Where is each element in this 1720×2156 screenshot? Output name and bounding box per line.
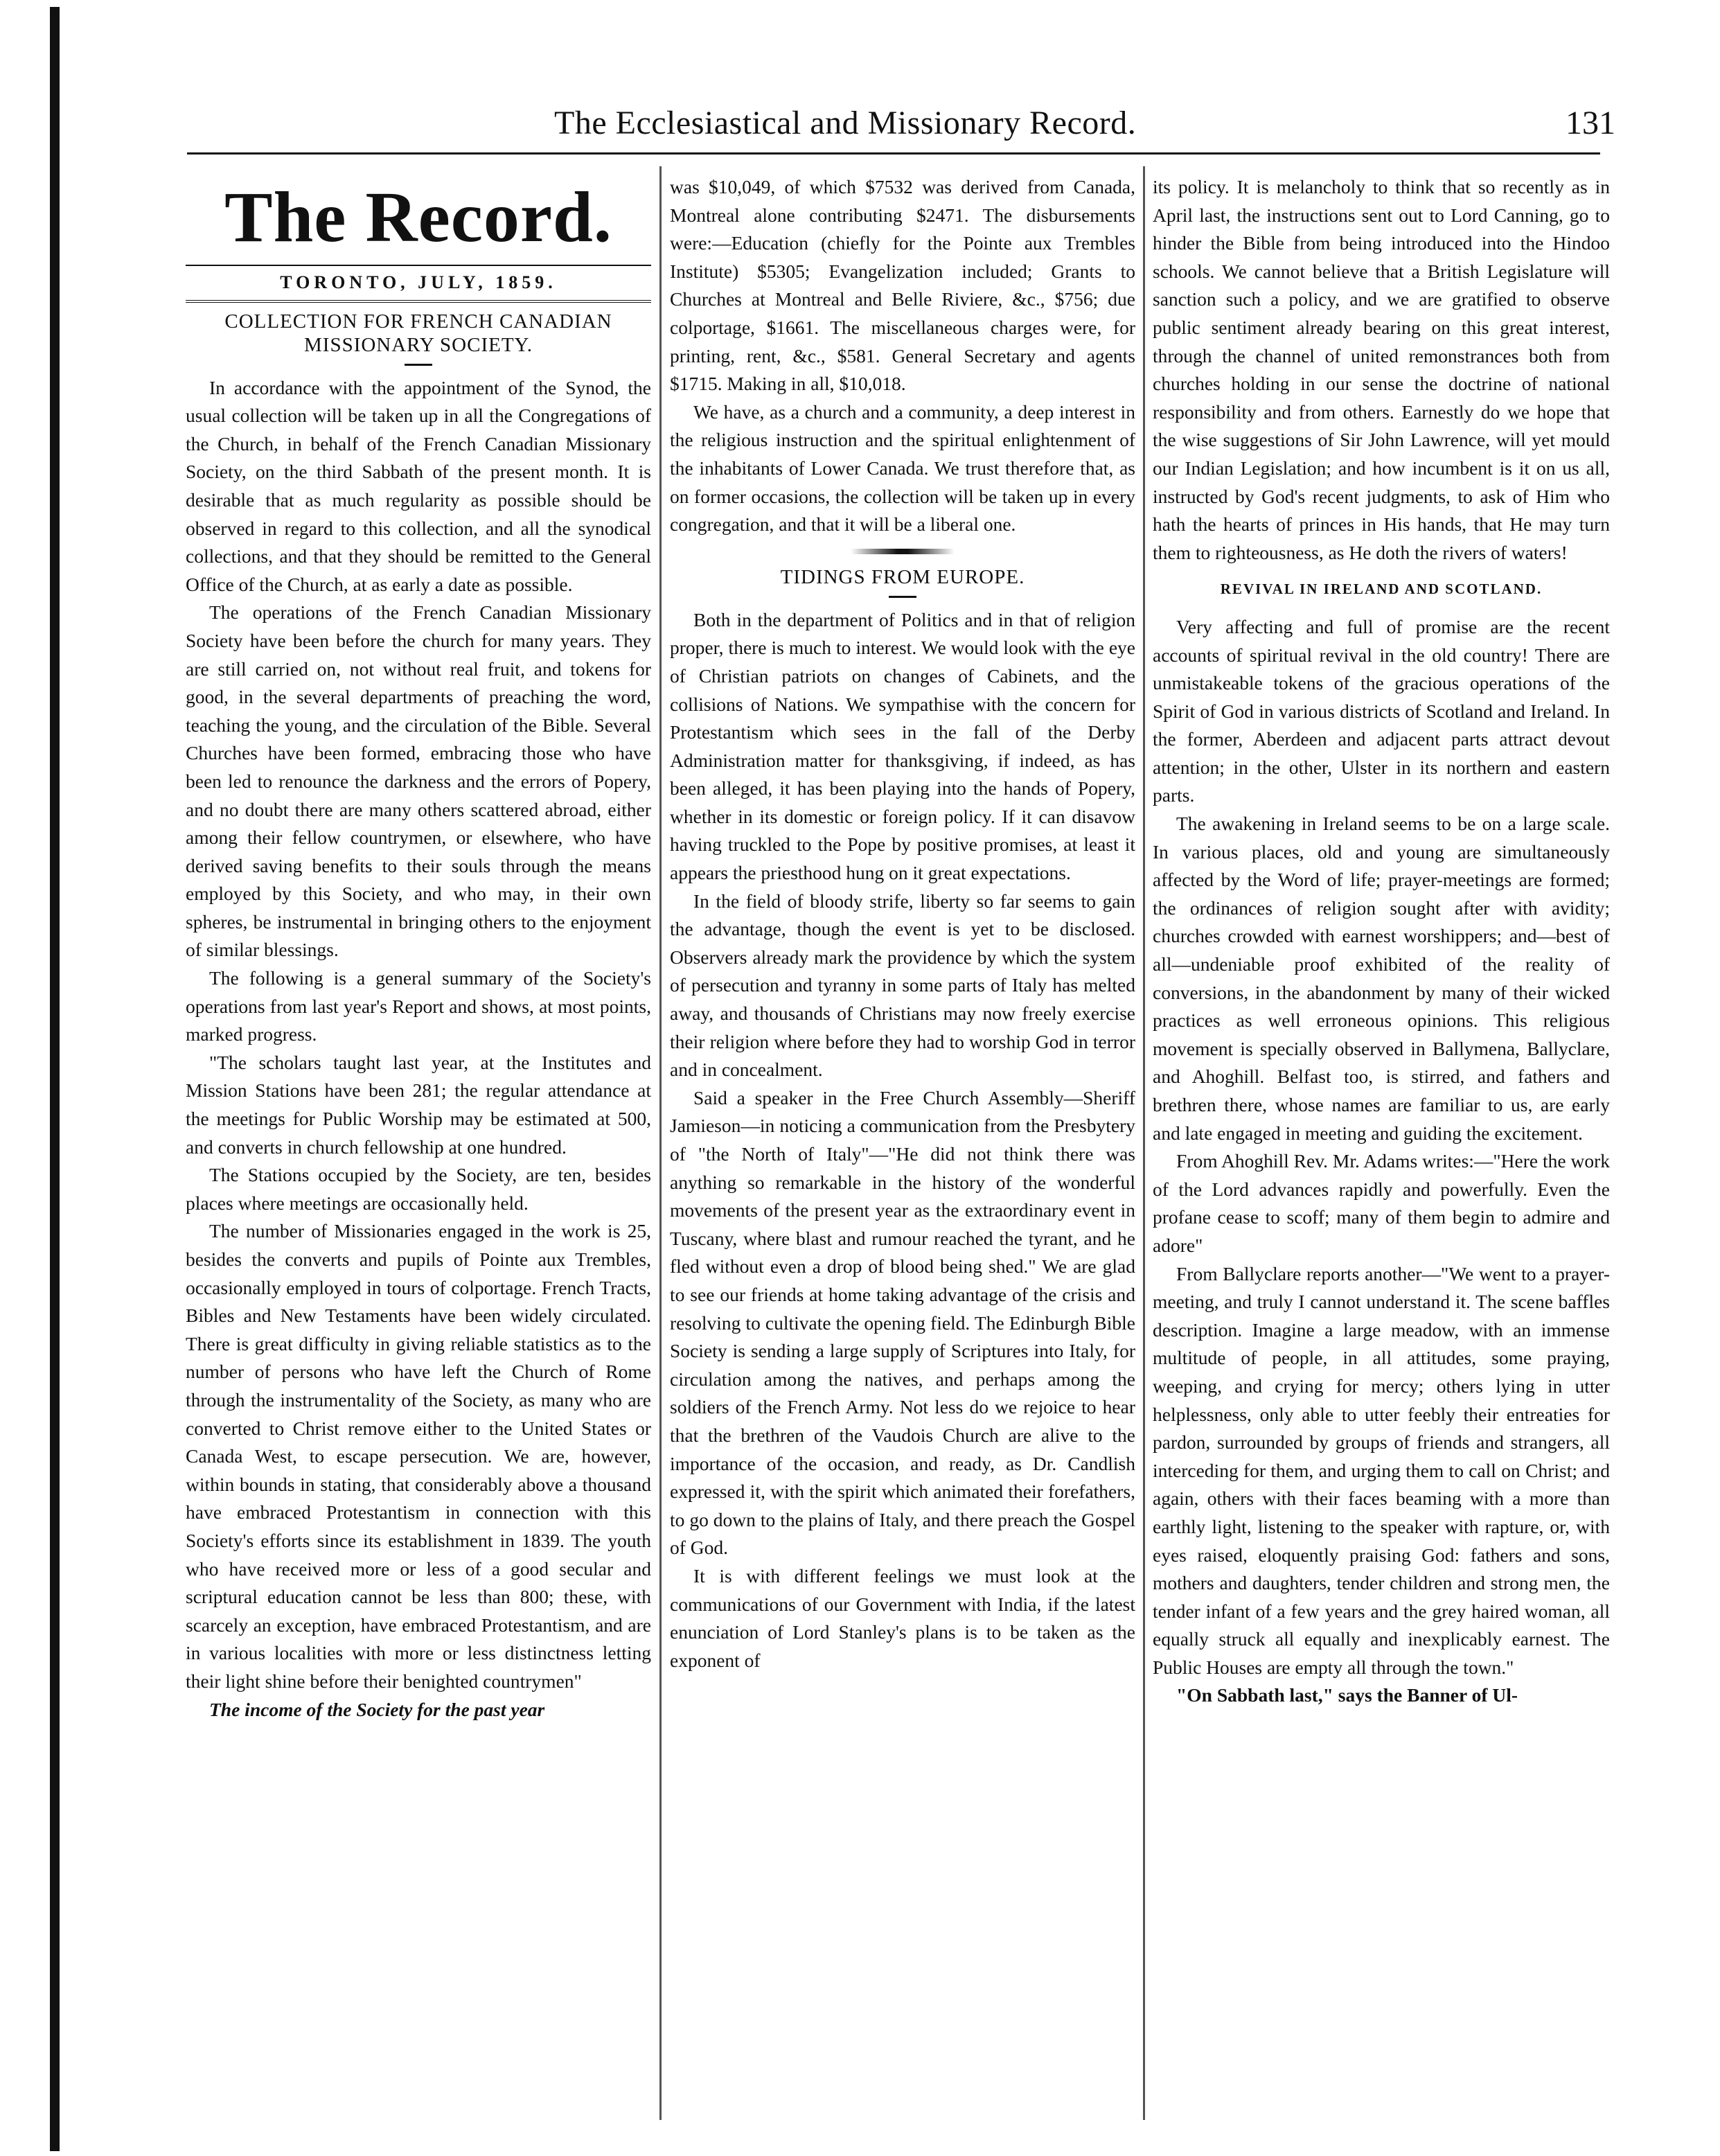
ornamental-rule <box>851 549 955 554</box>
paragraph: In the field of bloody strife, liberty so far seems to gain the advantage, though the event is yet to be disclosed. Observers already mark the providence by which the system of persecution and tyranny in some parts of Italy has melted away, and thousands of Christians may now freely exercise their religion where before they had to worship God in terror and in concealment. <box>670 890 1135 1081</box>
paragraph: The following is a general summary of the Society's operations from last year's Report and shows, at most points, marked progress. <box>186 967 651 1045</box>
paragraph: The number of Missionaries engaged in the work is 25, besides the converts and pupils of Pointe aux Trembles, occasionally employed in tours of colportage. French Tracts, Bibles and New Testaments have been widely circulated. There is great difficulty in giving reliable statistics as to the number of persons who have left the Church of Rome through the instrumentality of the Society, as many who are converted to Christ remove either to the United States or Canada West, to escape persecution. We are, however, within bounds in stating, that considerably above a thousand have embraced Protestantism in connection with this Society's efforts since its establishment in 1839. The youth who have received more or less of a good secular and scriptural education cannot be less than 800; these, with scarcely an exception, have embraced Protestantism, and are in various localities with more or less distinctness letting their light shine before their benighted countrymen" <box>186 1220 651 1692</box>
column-3 <box>1153 173 1610 1710</box>
page-number: 131 <box>1566 105 1615 141</box>
article-heading: TIDINGS FROM EUROPE. <box>780 565 1025 588</box>
dateline: TORONTO, JULY, 1859. <box>186 265 651 303</box>
paragraph: "On Sabbath last," says the Banner of Ul- <box>1176 1684 1518 1706</box>
paragraph: It is with different feelings we must look at the communications of our Government with India, if the latest enunciation of Lord Stanley's plans is to be taken as the exponent of <box>670 1564 1135 1671</box>
paragraph: Both in the department of Politics and in that of religion proper, there is much to interest. We would look with the eye of Christian patriots on changes of Cabinets, and the collisions of Nations. We sympathise with the concern for Protestantism which sees in the fall of the Derby Administration matter for thanksgiving, if indeed, as has been alleged, it has been playing into the hands of Popery, whether in its domestic or foreign policy. If it can disavow having truckled to the Pope by positive promises, at least it appears the priesthood hung on it great expectations. <box>670 608 1135 884</box>
paragraph: Said a speaker in the Free Church Assembly—Sheriff Jamieson—in noticing a communication from the Presbytery of "the North of Italy"—"He did not think there was anything so remarkable in the history of the wonderful movements of the present year as the extraordinary event in Tuscany, where blast and rumour reached the tyrant, and he fled without even a drop of blood being shed." We are glad to see our friends at home taking advantage of the crisis and resolving to cultivate the opening field. The Edinburgh Bible Society is sending a large supply of Scriptures into Italy, for circulation among the natives, and perhaps among the soldiers of the French Army. Not less do we rejoice to hear that the brethren of the Vaudois Church are alive to the importance of the occasion, and ready, as Dr. Candlish expressed it, with the spirit which animated their forefathers, to go down to the plains of Italy, and there preach the Gospel of God. <box>670 1086 1135 1559</box>
column-1 <box>186 173 651 1724</box>
article-subheading: REVIVAL IN IRELAND AND SCOTLAND. <box>1220 581 1543 598</box>
header-rule <box>187 152 1600 154</box>
column-2 <box>670 173 1135 1675</box>
paragraph: was $10,049, of which $7532 was derived from Canada, Montreal alone contributing $2471. The disbursements were:—Education (chiefly for the Pointe aux Trembles Institute) $5305; Evangelization included; Grants to Churches at Montreal and Belle Riviere, &c., $756; due colportage, $1661. The miscellaneous charges were, for printing, rent, &c., $581. General Secretary and agents $1715. Making in all, $10,018. <box>670 176 1135 395</box>
paragraph: Very affecting and full of promise are the recent accounts of spiritual revival in the old country! There are unmistakeable tokens of the gracious operations of the Spirit of God in various districts of Scotland and Ireland. In the former, Aberdeen and adjacent parts attract devout attention; in the other, Ulster in its northern and eastern parts. <box>1153 615 1610 806</box>
paragraph: From Ahoghill Rev. Mr. Adams writes:—"Here the work of the Lord advances rapidly and powerfully. Even the profane cease to scoff; many of them begin to admire and adore" <box>1153 1150 1610 1256</box>
separator <box>405 364 432 366</box>
page-edge-rule <box>50 7 60 2151</box>
column-divider <box>659 166 662 2120</box>
separator <box>889 596 916 598</box>
article-heading: COLLECTION FOR FRENCH CANADIAN MISSIONARY SOCIETY. <box>224 310 612 356</box>
paragraph: From Ballyclare reports another—"We went to a prayer-meeting, and truly I cannot understand it. The scene baffles description. Imagine a large meadow, with an immense multitude of people, in all attitudes, some praying, weeping, and crying for mercy; others lying in utter helplessness, only able to utter feebly their entreaties for pardon, surrounded by groups of friends and strangers, all interceding for them, and urging them to call on Christ; and again, others with their faces beaming with a more than earthly light, listening to the speaker with rapture, or, with eyes raised, eloquently praising God: fathers and sons, mothers and daughters, tender children and strong men, the tender infant of a few years and the grey haired woman, all equally struck all equally and inexplicably earnest. The Public Houses are empty all through the town." <box>1153 1262 1610 1678</box>
column-divider <box>1143 166 1145 2120</box>
paragraph: its policy. It is melancholy to think that so recently as in April last, the instructions sent out to Lord Canning, go to hinder the Bible from being introduced into the Hindoo schools. We cannot believe that a British Legislature will sanction such a policy, and we are gratified to observe public sentiment already bearing on this great interest, through the channel of united remonstrances both from churches holding in our sense the doctrine of national responsibility and from others. Earnestly do we hope that the wise suggestions of Sir John Lawrence, will yet mould our Indian Legislation; and how incumbent is it on us all, instructed by God's recent judgments, to ask of Him who hath the hearts of princes in His hands, that He may turn them to righteousness, as He doth the rivers of waters! <box>1153 176 1610 563</box>
paragraph: The operations of the French Canadian Missionary Society have been before the church for many years. They are still carried on, not without real fruit, and tokens for good, in the several departments of preaching the word, teaching the young, and the circulation of the Bible. Several Churches have been formed, embracing those who have been led to renounce the darkness and the errors of Popery, and no doubt there are many others scattered abroad, either among their fellow countrymen, or elsewhere, who have derived saving benefits to their souls through the means employed by this Society, and who may, in their own spheres, be instrumental in bringing others to the enjoyment of similar blessings. <box>186 601 651 961</box>
masthead-title: The Record. <box>224 177 612 257</box>
paragraph: "The scholars taught last year, at the Institutes and Mission Stations have been 281; the regular attendance at the meetings for Public Worship may be estimated at 500, and converts in church fellowship at one hundred. <box>186 1051 651 1158</box>
running-title: The Ecclesiastical and Missionary Record. <box>554 105 1137 141</box>
paragraph: We have, as a church and a community, a deep interest in the religious instruction and the spiritual enlightenment of the inhabitants of Lower Canada. We trust therefore that, as on former occasions, the collection will be taken up in every congregation, and that it will be a liberal one. <box>670 400 1135 536</box>
paragraph: The awakening in Ireland seems to be on a large scale. In various places, old and young are simultaneously affected by the Word of life; prayer-meetings are formed; the ordinances of religion sought after with avidity; churches crowded with earnest worshippers; and—best of all—undeniable proof exhibited of the reality of conversions, in the abandonment by many of their wicked practices as well erroneous opinions. This religious movement is specially observed in Ballymena, Ballyclare, and Ahoghill. Belfast too, is stirred, and fathers and brethren there, whose names are familiar to us, are early and late engaged in meeting and guiding the excitement. <box>1153 813 1610 1144</box>
paragraph: The income of the Society for the past year <box>209 1698 545 1720</box>
paragraph: The Stations occupied by the Society, are ten, besides places where meetings are occasionally held. <box>186 1164 651 1214</box>
paragraph: In accordance with the appointment of the Synod, the usual collection will be taken up in all the Congregations of the Church, in behalf of the French Canadian Missionary Society, on the third Sabbath of the present month. It is desirable that as much regularity as possible should be observed in regard to this collection, and all the synodical collections, and that they should be remitted to the General Office of the Church, at as early a date as possible. <box>186 376 651 595</box>
